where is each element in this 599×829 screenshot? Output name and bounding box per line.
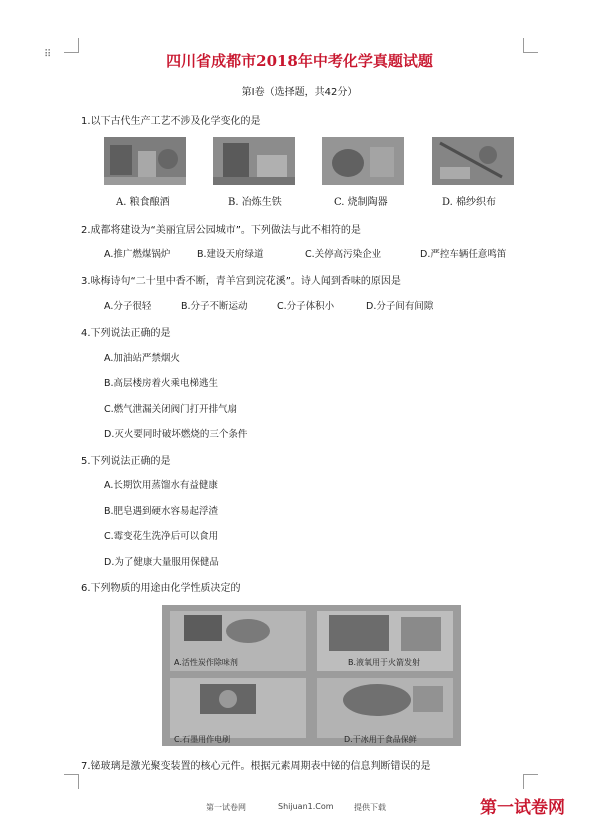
photo-iron-smelting (213, 137, 295, 185)
question-4-stem: 4.下列说法正确的是 (81, 328, 171, 339)
q3-option-b[interactable]: B.分子不断运动 (181, 301, 248, 312)
q3-option-a[interactable]: A.分子很轻 (104, 301, 152, 312)
q6-caption-a[interactable]: A.活性炭作除味剂 (174, 658, 238, 667)
drag-handle-icon[interactable]: ⠿ (44, 49, 53, 60)
photo-cotton-weaving (432, 137, 514, 185)
question-7-stem: 7.铋玻璃是激光聚变装置的核心元件。根据元素周期表中铋的信息判断错误的是 (81, 761, 431, 772)
q5-option-d[interactable]: D.为了健康大量服用保健品 (104, 557, 219, 568)
q1-option-b[interactable]: B. 冶炼生铁 (228, 197, 282, 208)
q3-option-d[interactable]: D.分子间有间隙 (366, 301, 434, 312)
photo-dry-ice-food (317, 678, 453, 738)
margin-corner-bottom-left (64, 774, 79, 789)
watermark-brand: 第一试卷网 (480, 798, 565, 818)
q5-option-b[interactable]: B.肥皂遇到硬水容易起浮渣 (104, 506, 219, 517)
q5-option-a[interactable]: A.长期饮用蒸馏水有益健康 (104, 480, 218, 491)
photo-grain-brewing (104, 137, 186, 185)
footer-tagline: 提供下载 (354, 803, 386, 812)
question-2-stem: 2.成都将建设为“美丽宜居公园城市”。下列做法与此不相符的是 (81, 225, 361, 236)
footer-site-url[interactable]: Shijuan1.Com (278, 802, 334, 811)
question-5-stem: 5.下列说法正确的是 (81, 456, 171, 467)
q5-option-c[interactable]: C.霉变花生洗净后可以食用 (104, 531, 219, 542)
question-3-stem: 3.咏梅诗句“二十里中香不断，青羊宫到浣花溪”。诗人闻到香味的原因是 (81, 276, 401, 287)
footer-site-name: 第一试卷网 (206, 803, 246, 812)
photo-graphite-brush (170, 678, 306, 738)
q2-option-c[interactable]: C.关停高污染企业 (305, 249, 382, 260)
q2-option-b[interactable]: B.建设天府绿道 (197, 249, 264, 260)
q1-option-c[interactable]: C. 烧制陶器 (334, 197, 388, 208)
q3-option-c[interactable]: C.分子体积小 (277, 301, 335, 312)
q4-option-b[interactable]: B.高层楼房着火乘电梯逃生 (104, 378, 219, 389)
q6-photo-board (162, 605, 461, 746)
page-title: 四川省成都市2018年中考化学真题试题 (166, 52, 433, 70)
q4-option-d[interactable]: D.灭火要同时破坏燃烧的三个条件 (104, 429, 248, 440)
q2-option-a[interactable]: A.推广燃煤锅炉 (104, 249, 171, 260)
q4-option-a[interactable]: A.加油站严禁烟火 (104, 353, 180, 364)
margin-corner-bottom-right (523, 774, 538, 789)
q1-option-a[interactable]: A. 粮食酿酒 (116, 197, 170, 208)
question-6-stem: 6.下列物质的用途由化学性质决定的 (81, 583, 241, 594)
q6-caption-d[interactable]: D.干冰用于食品保鲜 (344, 735, 417, 744)
photo-pottery-firing (322, 137, 404, 185)
q6-caption-c[interactable]: C.石墨用作电刷 (174, 735, 231, 744)
section-heading: 第Ⅰ卷（选择题，共42分） (241, 87, 358, 98)
q6-caption-b[interactable]: B.液氧用于火箭发射 (348, 658, 421, 667)
q4-option-c[interactable]: C.燃气泄漏关闭阀门打开排气扇 (104, 404, 238, 415)
q1-option-d[interactable]: D. 棉纱织布 (442, 197, 497, 208)
q2-option-d[interactable]: D.严控车辆任意鸣笛 (420, 249, 507, 260)
question-1-stem: 1.以下古代生产工艺不涉及化学变化的是 (81, 116, 261, 127)
